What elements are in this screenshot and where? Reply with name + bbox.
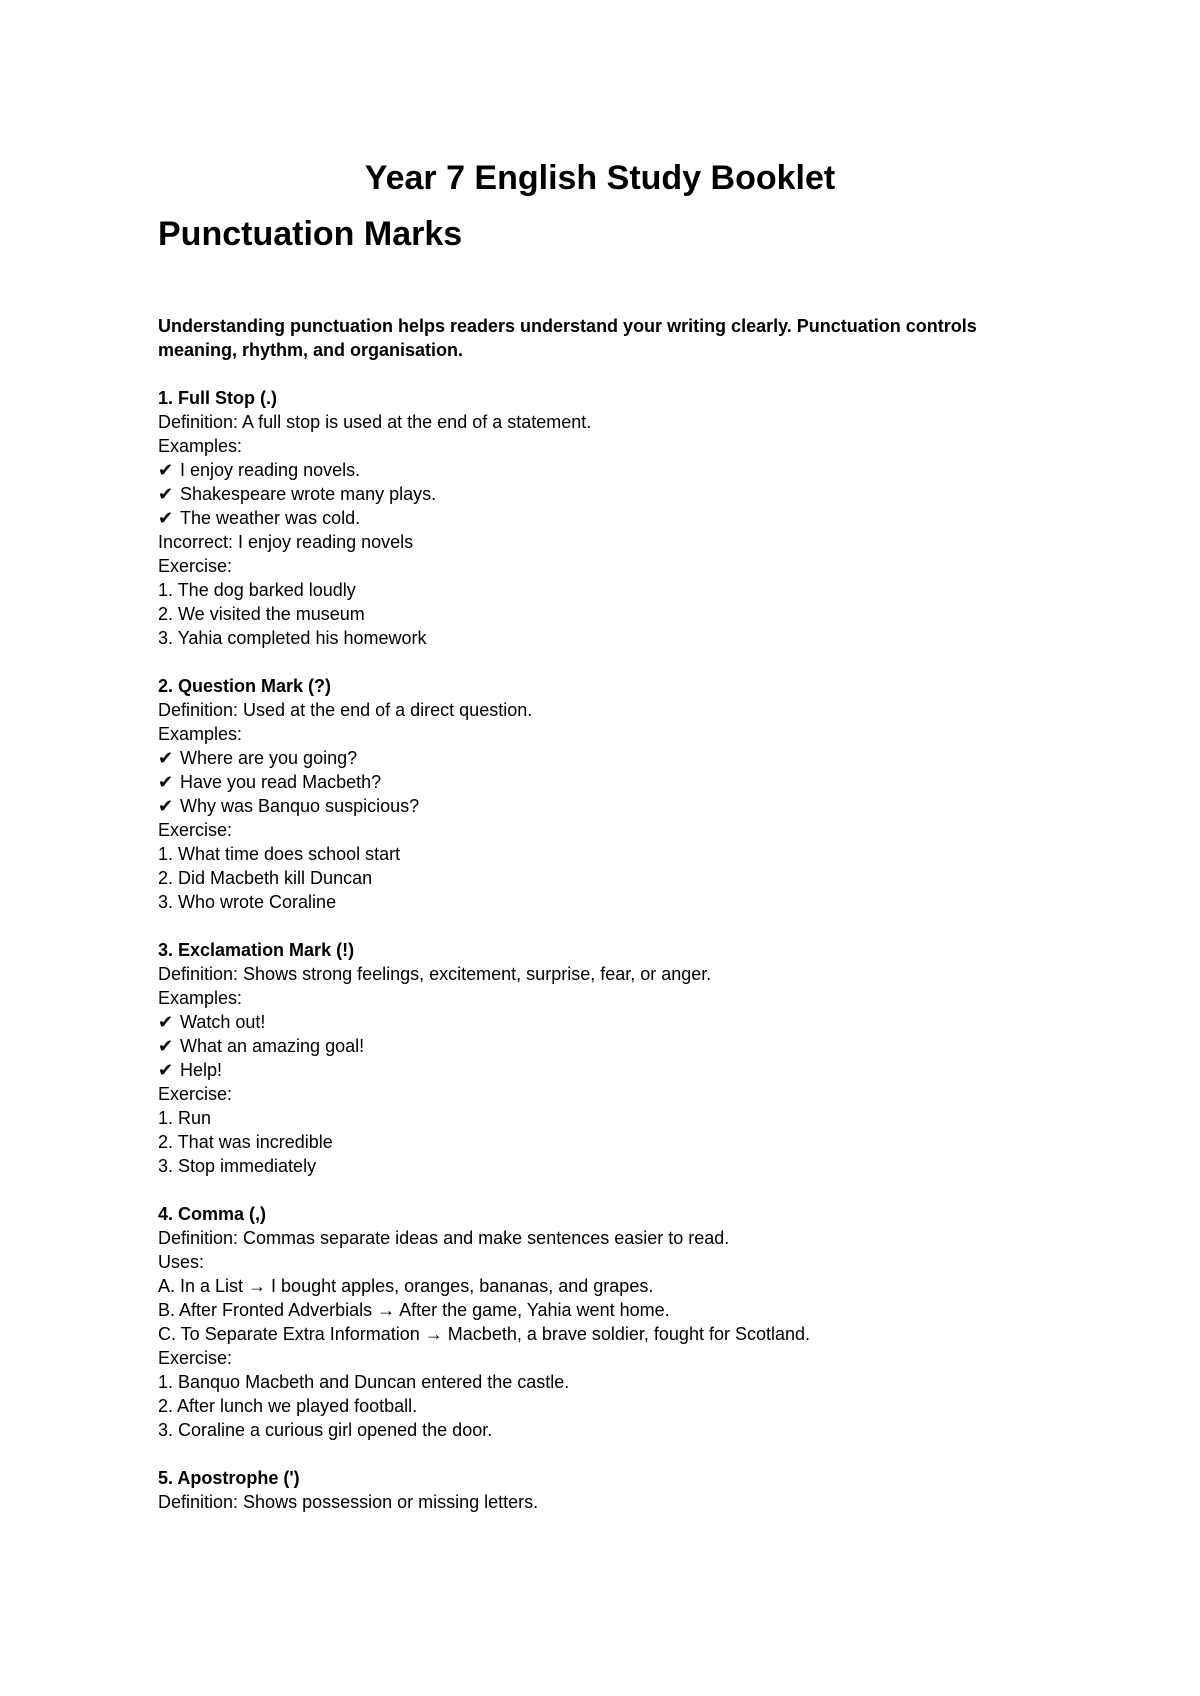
example-item: ✔ The weather was cold. bbox=[158, 508, 361, 528]
example-item: ✔ Shakespeare wrote many plays. bbox=[158, 484, 437, 504]
exercise-label: Exercise: bbox=[158, 1084, 233, 1104]
example-item: ✔ I enjoy reading novels. bbox=[158, 460, 361, 480]
exercise-item: 2. That was incredible bbox=[158, 1132, 333, 1152]
example-item: ✔ Have you read Macbeth? bbox=[158, 772, 382, 792]
exercise-item: 3. Who wrote Coraline bbox=[158, 892, 337, 912]
check-icon: ✔ bbox=[158, 748, 174, 768]
section-heading: 1. Full Stop (.) bbox=[158, 388, 277, 408]
section-title: Punctuation Marks bbox=[158, 215, 463, 253]
examples-label: Examples: bbox=[158, 724, 243, 744]
check-icon: ✔ bbox=[158, 508, 174, 528]
example-item: ✔ Why was Banquo suspicious? bbox=[158, 796, 420, 816]
check-icon: ✔ bbox=[158, 460, 174, 480]
exercise-item: 2. After lunch we played football. bbox=[158, 1396, 418, 1416]
use-item: A. In a List → I bought apples, oranges, bananas, and grapes. bbox=[158, 1276, 654, 1296]
example-item: ✔ Where are you going? bbox=[158, 748, 358, 768]
check-icon: ✔ bbox=[158, 1012, 174, 1032]
exercise-label: Exercise: bbox=[158, 556, 233, 576]
exercise-item: 3. Coraline a curious girl opened the door. bbox=[158, 1420, 493, 1440]
check-icon: ✔ bbox=[158, 796, 174, 816]
definition: Definition: Used at the end of a direct question. bbox=[158, 700, 533, 720]
section-heading: 3. Exclamation Mark (!) bbox=[158, 940, 355, 960]
section-apostrophe bbox=[158, 1466, 1038, 1514]
exercise-item: 3. Yahia completed his homework bbox=[158, 628, 427, 648]
check-icon: ✔ bbox=[158, 772, 174, 792]
section-exclamation-mark bbox=[158, 938, 1038, 1178]
section-full-stop bbox=[158, 386, 1038, 650]
check-icon: ✔ bbox=[158, 484, 174, 504]
examples-label: Examples: bbox=[158, 988, 243, 1008]
exercise-label: Exercise: bbox=[158, 1348, 233, 1368]
exercise-label: Exercise: bbox=[158, 820, 233, 840]
examples-label: Examples: bbox=[158, 436, 243, 456]
exercise-item: 1. What time does school start bbox=[158, 844, 401, 864]
section-heading: 4. Comma (,) bbox=[158, 1204, 267, 1224]
definition: Definition: Commas separate ideas and make sentences easier to read. bbox=[158, 1228, 730, 1248]
section-comma bbox=[158, 1202, 1038, 1442]
exercise-item: 1. Banquo Macbeth and Duncan entered the castle. bbox=[158, 1372, 570, 1392]
use-item: C. To Separate Extra Information → Macbeth, a brave soldier, fought for Scotland. bbox=[158, 1324, 811, 1344]
incorrect-example: Incorrect: I enjoy reading novels bbox=[158, 532, 414, 552]
intro-paragraph: Understanding punctuation helps readers understand your writing clearly. Punctuation controls meaning, rhythm, and organisation. bbox=[158, 316, 977, 360]
example-item: ✔ What an amazing goal! bbox=[158, 1036, 365, 1056]
uses-label: Uses: bbox=[158, 1252, 205, 1272]
document-body bbox=[158, 214, 1038, 1514]
section-question-mark bbox=[158, 674, 1038, 914]
example-item: ✔ Help! bbox=[158, 1060, 223, 1080]
exercise-item: 3. Stop immediately bbox=[158, 1156, 317, 1176]
definition: Definition: Shows strong feelings, excitement, surprise, fear, or anger. bbox=[158, 964, 712, 984]
document-title: Year 7 English Study Booklet bbox=[364, 159, 836, 197]
section-heading: 5. Apostrophe (') bbox=[158, 1468, 300, 1488]
exercise-item: 1. Run bbox=[158, 1108, 212, 1128]
section-heading: 2. Question Mark (?) bbox=[158, 676, 332, 696]
definition: Definition: Shows possession or missing letters. bbox=[158, 1492, 539, 1512]
exercise-item: 2. We visited the museum bbox=[158, 604, 365, 624]
example-item: ✔ Watch out! bbox=[158, 1012, 266, 1032]
use-item: B. After Fronted Adverbials → After the game, Yahia went home. bbox=[158, 1300, 670, 1320]
check-icon: ✔ bbox=[158, 1036, 174, 1056]
definition: Definition: A full stop is used at the end of a statement. bbox=[158, 412, 592, 432]
check-icon: ✔ bbox=[158, 1060, 174, 1080]
exercise-item: 2. Did Macbeth kill Duncan bbox=[158, 868, 373, 888]
exercise-item: 1. The dog barked loudly bbox=[158, 580, 356, 600]
